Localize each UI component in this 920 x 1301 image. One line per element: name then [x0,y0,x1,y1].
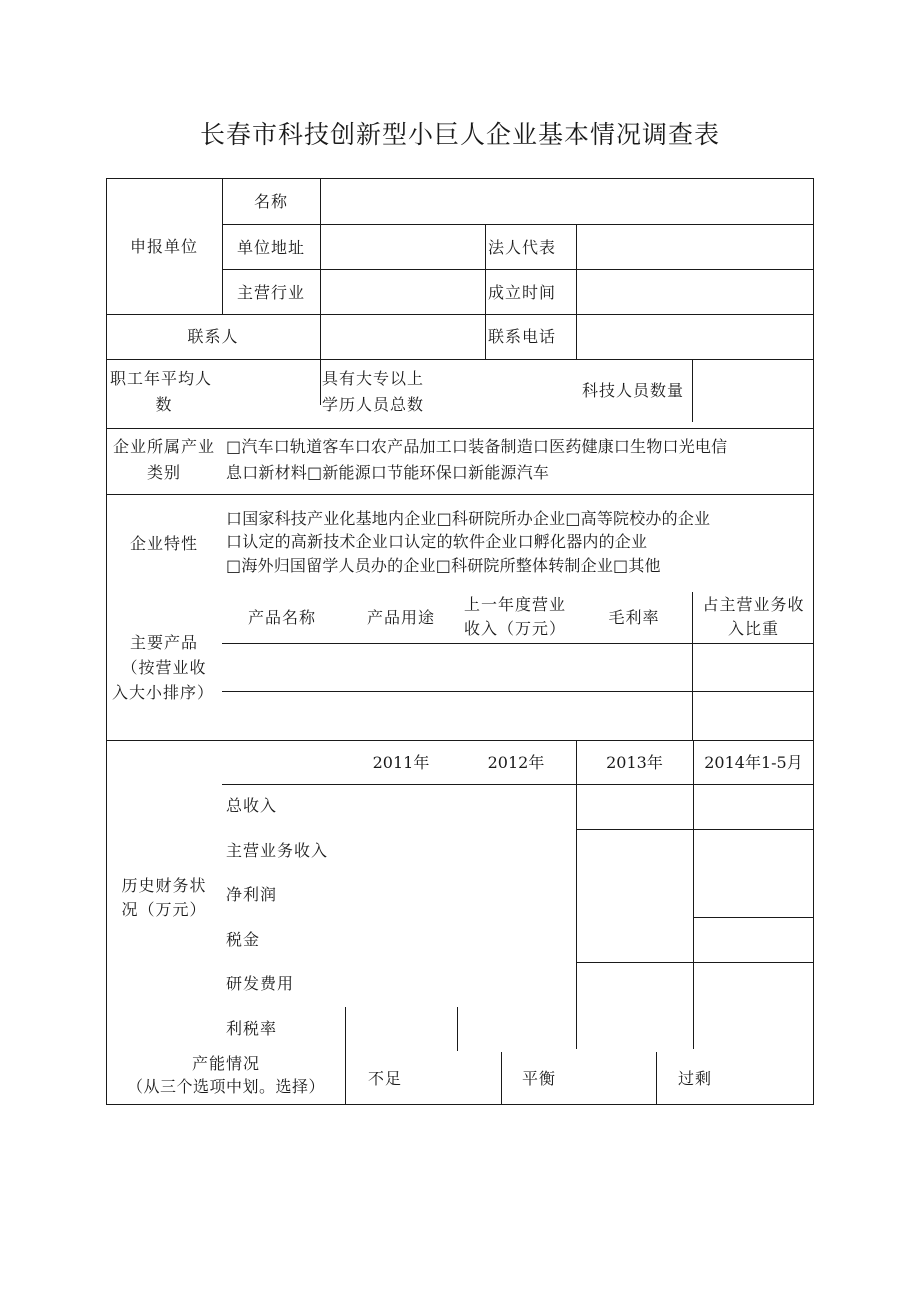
revenue-share-header: 占主营业务收 [702,595,805,614]
address-label: 单位地址 [236,238,305,257]
main-income-label: 主营业务收入 [226,841,329,860]
product-revenue-header: 收入（万元） [463,619,566,638]
legal-rep-field[interactable] [577,225,813,269]
year-2012-header: 2012年 [487,753,545,772]
capacity-label: 产能情况 [191,1054,260,1073]
finance-section-label: 况（万元） [121,900,207,919]
enterprise-features-options[interactable]: □海外归国留学人员办的企业□科研院所整体转制企业□其他 [226,556,661,575]
tax-field[interactable] [577,918,813,962]
total-income-field[interactable] [577,785,813,829]
net-profit-label: 净利润 [226,885,278,904]
profit-tax-rate-field[interactable] [346,1008,813,1051]
tech-staff-field[interactable] [693,360,813,422]
product-row-1[interactable] [223,644,692,691]
table-border-right [813,178,814,1105]
contact-person-field[interactable] [321,315,485,359]
name-label: 名称 [253,192,288,211]
total-income-label: 总收入 [226,796,278,815]
product-row-1-share[interactable] [693,644,813,691]
main-income-field[interactable] [577,830,813,874]
main-products-label: （按营业收 [121,658,207,677]
enterprise-features-label: 企业特性 [129,534,198,553]
product-name-header: 产品名称 [247,608,316,627]
avg-employees-label: 数 [155,395,173,414]
avg-employees-field[interactable] [222,360,319,405]
industry-category-label: 企业所属产业 [112,437,215,456]
enterprise-features-options[interactable]: 口认定的高新技术企业口认定的软件企业口孵化器内的企业 [226,532,648,551]
profit-tax-rate-label: 利税率 [226,1019,278,1038]
finance-section-label: 历史财务状 [121,876,207,895]
rule [106,740,814,741]
name-field[interactable] [321,179,813,224]
rd-expense-label: 研发费用 [226,974,295,993]
main-products-label: 入大小排序） [111,683,214,702]
product-revenue-header: 上一年度营业 [463,595,566,614]
revenue-share-header: 入比重 [727,619,779,638]
tax-label: 税金 [226,930,261,949]
applicant-section-label: 申报单位 [129,237,198,256]
rd-expense-field[interactable] [577,963,813,1007]
avg-employees-label: 职工年平均人 [110,369,213,388]
contact-phone-label: 联系电话 [488,327,557,346]
rule [106,428,814,429]
founded-field[interactable] [577,270,813,314]
capacity-option-surplus[interactable]: 过剩 [678,1069,713,1088]
gross-margin-header: 毛利率 [608,608,660,627]
product-use-header: 产品用途 [366,608,435,627]
main-products-label: 主要产品 [129,633,198,652]
table-border-bottom [106,1104,814,1105]
rule [501,1052,502,1104]
year-2014-header: 2014年1-5月 [704,753,803,772]
college-staff-label: 具有大专以上 [322,369,425,388]
rule [106,494,814,495]
capacity-label: （从三个选项中划。选择） [126,1077,325,1096]
tech-staff-label: 科技人员数量 [582,381,685,400]
rule [485,224,486,360]
industry-field[interactable] [321,270,485,314]
contact-phone-field[interactable] [577,315,813,359]
legal-rep-label: 法人代表 [488,238,557,257]
founded-label: 成立时间 [488,283,557,302]
capacity-option-insufficient[interactable]: 不足 [368,1069,403,1088]
year-2011-header: 2011年 [372,753,430,772]
net-profit-field[interactable] [577,874,813,917]
enterprise-features-options[interactable]: 口国家科技产业化基地内企业□科研院所办企业□高等院校办的企业 [226,509,711,528]
product-row-2[interactable] [223,692,692,740]
college-staff-field[interactable] [440,360,570,420]
industry-category-options[interactable]: 息口新材料□新能源口节能环保口新能源汽车 [226,463,550,482]
rule [656,1052,657,1104]
industry-category-options[interactable]: □汽车口轨道客车口农产品加工口装备制造口医药健康口生物口光电信 [226,437,728,456]
capacity-option-balanced[interactable]: 平衡 [522,1069,557,1088]
document-title: 长春市科技创新型小巨人企业基本情况调查表 [199,120,720,149]
address-field[interactable] [321,225,485,269]
industry-category-label: 类别 [146,463,181,482]
year-2013-header: 2013年 [606,753,663,772]
contact-person-label: 联系人 [187,327,239,346]
product-row-2-share[interactable] [693,692,813,740]
college-staff-label: 学历人员总数 [322,395,425,414]
industry-label: 主营行业 [236,283,305,302]
